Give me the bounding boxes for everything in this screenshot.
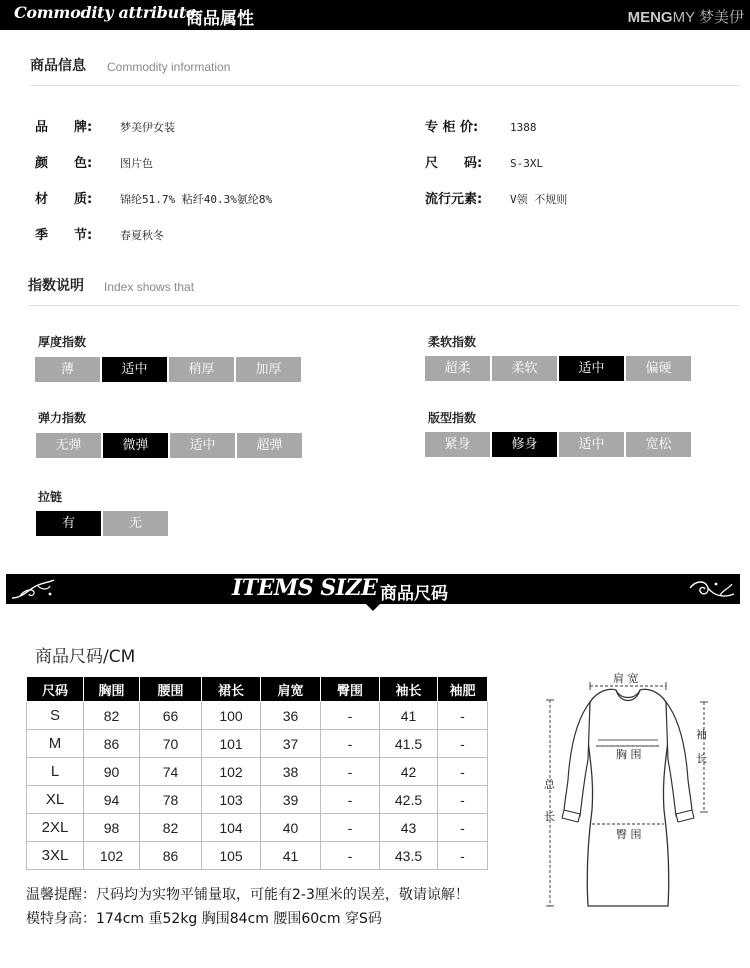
size-table-cell: 86 bbox=[140, 842, 202, 870]
thickness-option: 薄 bbox=[35, 357, 100, 382]
size-table-cell: 101 bbox=[202, 730, 261, 758]
softness-option: 偏硬 bbox=[626, 356, 691, 381]
size-table-cell: 38 bbox=[261, 758, 321, 786]
size-table-cell: 103 bbox=[202, 786, 261, 814]
index-title-en: Index shows that bbox=[104, 280, 195, 294]
size-table-cell: 40 bbox=[261, 814, 321, 842]
items-size-title-en: ITEMS SIZE bbox=[232, 575, 378, 601]
table-row bbox=[27, 842, 488, 870]
thickness-scale bbox=[35, 357, 303, 382]
size-table-cell: 82 bbox=[84, 702, 140, 730]
size-table-cell: 82 bbox=[140, 814, 202, 842]
size-table-cell: - bbox=[321, 702, 380, 730]
info-title-en: Commodity information bbox=[107, 60, 231, 74]
thickness-index-title: 厚度指数 bbox=[38, 335, 87, 349]
diagram-hip-label: 臀 围 bbox=[616, 828, 642, 841]
fit-scale bbox=[425, 432, 693, 457]
elasticity-option: 适中 bbox=[170, 433, 235, 458]
size-table-cell: 66 bbox=[140, 702, 202, 730]
size-table-header-cell: 裙长 bbox=[202, 677, 261, 702]
diagram-sleeve-label-1: 袖 bbox=[696, 728, 707, 741]
top-header bbox=[0, 0, 750, 30]
zipper-title: 拉链 bbox=[38, 490, 63, 504]
size-table-cell: 90 bbox=[84, 758, 140, 786]
fit-option: 宽松 bbox=[626, 432, 691, 457]
size-table-cell: 105 bbox=[202, 842, 261, 870]
size-table-cell: - bbox=[321, 814, 380, 842]
table-row bbox=[27, 814, 488, 842]
items-size-banner bbox=[6, 574, 740, 604]
diagram-shoulder-label: 肩 宽 bbox=[613, 672, 639, 685]
diagram-length-label-1: 总 bbox=[544, 778, 555, 791]
size-table-cell: 98 bbox=[84, 814, 140, 842]
model-info: 模特身高：174cm 重52kg 胸围84cm 腰围60cm 穿S码 bbox=[26, 911, 382, 927]
elasticity-option: 超弹 bbox=[237, 433, 302, 458]
size-table-cell: 41 bbox=[261, 842, 321, 870]
size-table-cell: - bbox=[438, 758, 488, 786]
header-title-cn: 商品属性 bbox=[186, 9, 254, 29]
zipper-scale bbox=[36, 511, 170, 536]
size-table-cell: 74 bbox=[140, 758, 202, 786]
size-table-header-cell: 袖长 bbox=[380, 677, 438, 702]
size-table-cell: 94 bbox=[84, 786, 140, 814]
size-table-cell: 86 bbox=[84, 730, 140, 758]
size-table-header-cell: 臀围 bbox=[321, 677, 380, 702]
zipper-option: 无 bbox=[103, 511, 168, 536]
size-table-cell: 102 bbox=[84, 842, 140, 870]
size-table-cell: 100 bbox=[202, 702, 261, 730]
size-table-cell: 42 bbox=[380, 758, 438, 786]
fit-option: 紧身 bbox=[425, 432, 490, 457]
size-caption: 商品尺码/CM bbox=[35, 647, 136, 667]
size-table-cell: M bbox=[27, 730, 84, 758]
table-row bbox=[27, 730, 488, 758]
softness-option: 超柔 bbox=[425, 356, 490, 381]
zipper-option: 有 bbox=[36, 511, 101, 536]
softness-option: 柔软 bbox=[492, 356, 557, 381]
size-table-header-cell: 肩宽 bbox=[261, 677, 321, 702]
diagram-sleeve-label-2: 长 bbox=[696, 752, 707, 765]
softness-scale bbox=[425, 356, 693, 381]
size-table-cell: XL bbox=[27, 786, 84, 814]
size-table-cell: 41.5 bbox=[380, 730, 438, 758]
fit-index-title: 版型指数 bbox=[428, 411, 477, 425]
size-table-header-cell: 腰围 bbox=[140, 677, 202, 702]
size-table-cell: 78 bbox=[140, 786, 202, 814]
swirl-ornament-left-icon bbox=[10, 576, 56, 602]
items-size-title-cn: 商品尺码 bbox=[380, 584, 448, 604]
header-title-en: Commodity attribute bbox=[14, 3, 196, 22]
size-table-body bbox=[27, 702, 488, 870]
fit-option: 修身 bbox=[492, 432, 557, 457]
size-table bbox=[26, 676, 488, 870]
index-title-cn: 指数说明 bbox=[28, 278, 84, 294]
size-table-cell: 2XL bbox=[27, 814, 84, 842]
size-table-cell: 41 bbox=[380, 702, 438, 730]
info-title-cn: 商品信息 bbox=[30, 58, 86, 74]
size-table-cell: - bbox=[321, 730, 380, 758]
elasticity-scale bbox=[36, 433, 304, 458]
banner-pointer bbox=[366, 604, 380, 611]
size-table-cell: - bbox=[321, 786, 380, 814]
size-table-cell: 3XL bbox=[27, 842, 84, 870]
table-row bbox=[27, 786, 488, 814]
thickness-option: 加厚 bbox=[236, 357, 301, 382]
size-table-cell: - bbox=[438, 786, 488, 814]
size-table-cell: - bbox=[321, 758, 380, 786]
size-table-cell: 36 bbox=[261, 702, 321, 730]
fit-option: 适中 bbox=[559, 432, 624, 457]
index-section-header bbox=[28, 272, 740, 306]
size-table-cell: L bbox=[27, 758, 84, 786]
table-row bbox=[27, 758, 488, 786]
dress-measurement-diagram bbox=[528, 660, 728, 920]
size-table-cell: - bbox=[438, 842, 488, 870]
diagram-length-label-2: 长 bbox=[544, 810, 555, 823]
table-row bbox=[27, 702, 488, 730]
elasticity-option: 无弹 bbox=[36, 433, 101, 458]
size-table-cell: S bbox=[27, 702, 84, 730]
diagram-chest-label: 胸 围 bbox=[616, 748, 642, 761]
size-table-header-cell: 胸围 bbox=[84, 677, 140, 702]
size-table-cell: 104 bbox=[202, 814, 261, 842]
size-table-cell: 43.5 bbox=[380, 842, 438, 870]
swirl-ornament-right-icon bbox=[686, 576, 736, 602]
size-table-cell: 42.5 bbox=[380, 786, 438, 814]
size-table-cell: - bbox=[438, 730, 488, 758]
size-table-cell: 102 bbox=[202, 758, 261, 786]
size-table-header-cell: 袖肥 bbox=[438, 677, 488, 702]
elasticity-index-title: 弹力指数 bbox=[38, 411, 87, 425]
size-table-cell: 39 bbox=[261, 786, 321, 814]
size-table-header bbox=[27, 677, 488, 702]
thickness-option: 稍厚 bbox=[169, 357, 234, 382]
elasticity-option: 微弹 bbox=[103, 433, 168, 458]
size-table-cell: 37 bbox=[261, 730, 321, 758]
info-section-header bbox=[30, 52, 740, 86]
measurement-note: 温馨提醒：尺码均为实物平铺量取，可能有2-3厘米的误差，敬请谅解！ bbox=[26, 887, 469, 903]
dress-outline-icon bbox=[528, 660, 728, 920]
softness-index-title: 柔软指数 bbox=[428, 335, 477, 349]
size-table-cell: - bbox=[438, 814, 488, 842]
size-table-cell: - bbox=[438, 702, 488, 730]
size-table-cell: - bbox=[321, 842, 380, 870]
softness-option: 适中 bbox=[559, 356, 624, 381]
size-table-header-cell: 尺码 bbox=[27, 677, 84, 702]
brand-logo: MENGMY 梦美伊 bbox=[627, 9, 744, 26]
size-table-cell: 70 bbox=[140, 730, 202, 758]
thickness-option: 适中 bbox=[102, 357, 167, 382]
size-table-cell: 43 bbox=[380, 814, 438, 842]
